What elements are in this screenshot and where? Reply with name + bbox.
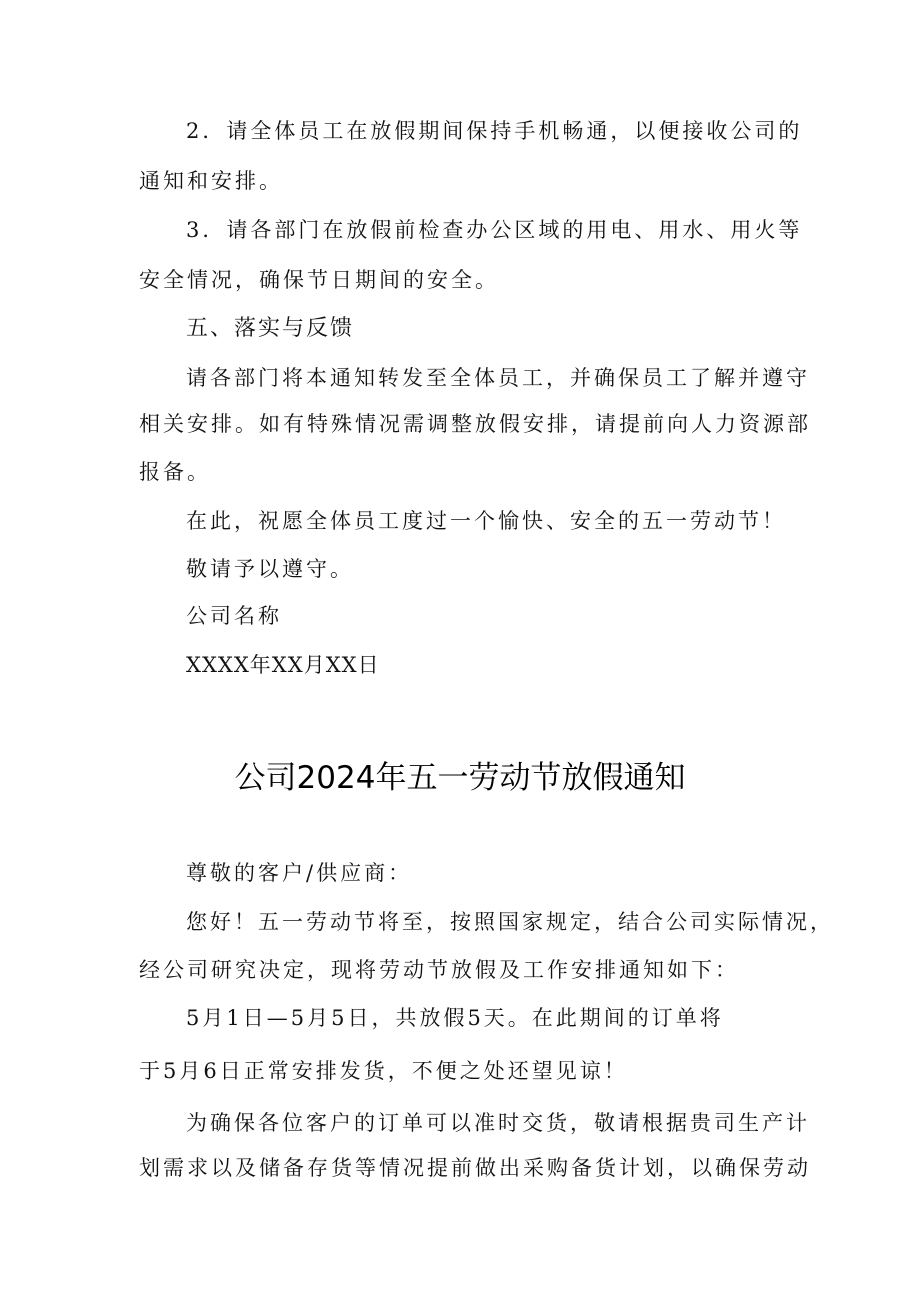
intro-line-2: 经公司研究决定，现将劳动节放假及工作安排通知如下： [139,958,739,982]
feedback-para-line-2: 相关安排。如有特殊情况需调整放假安排，请提前向人力资源部 [139,412,811,436]
item-3-line-2: 安全情况，确保节日期间的安全。 [139,268,499,292]
holiday-line-1: 5月1日—5月5日，共放假5天。在此期间的订单将 [186,1006,724,1030]
company-name: 公司名称 [186,604,282,628]
page-title: 公司2024年五一劳动节放假通知 [234,760,686,796]
item-2-line-1: 2．请全体员工在放假期间保持手机畅通，以便接收公司的 [186,119,803,143]
item-3-line-1: 3．请各部门在放假前检查办公区域的用电、用水、用火等 [186,218,803,242]
section-heading-5: 五、落实与反馈 [186,316,355,341]
wish-text: 在此，祝愿全体员工度过一个愉快、安全的五一劳动节！ [186,509,786,533]
intro-line-1: 您好！五一劳动节将至，按照国家规定，结合公司实际情况， [186,910,834,934]
advice-line-2: 划需求以及储备存货等情况提前做出采购备货计划，以确保劳动 [139,1156,811,1180]
feedback-para-line-3: 报备。 [139,460,211,484]
signature-date: XXXX年XX月XX日 [186,653,380,677]
feedback-para-line-1: 请各部门将本通知转发至全体员工，并确保员工了解并遵守 [186,366,810,390]
item-2-line-2: 通知和安排。 [139,169,283,193]
advice-line-1: 为确保各位客户的订单可以准时交货，敬请根据贵司生产计 [186,1111,810,1135]
closing-text: 敬请予以遵守。 [186,557,354,581]
salutation: 尊敬的客户/供应商： [186,861,413,885]
holiday-line-2: 于5月6日正常安排发货，不便之处还望见谅！ [139,1059,628,1083]
